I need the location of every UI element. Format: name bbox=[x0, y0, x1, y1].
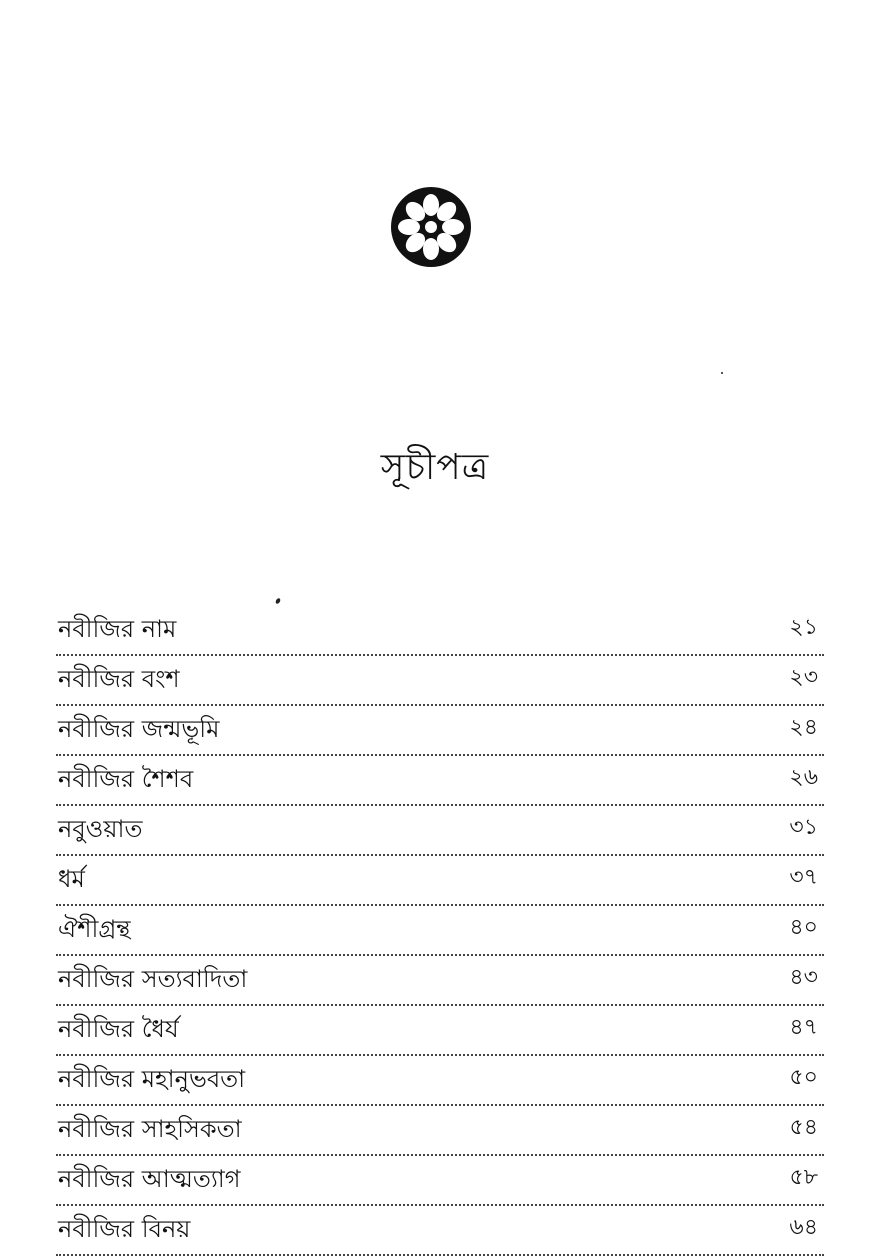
toc-entry-title: নবুওয়াত bbox=[58, 815, 143, 843]
toc-entry bbox=[56, 1006, 824, 1056]
toc-entry-title: নবীজির মহানুভবতা bbox=[58, 1065, 246, 1093]
toc-entry-title: নবীজির সাহসিকতা bbox=[58, 1115, 242, 1143]
toc-entry-page-number: ৫৮ bbox=[789, 1165, 818, 1190]
page-title: সূচীপত্র bbox=[380, 447, 490, 488]
toc-entry bbox=[56, 756, 824, 806]
toc-entry bbox=[56, 1156, 824, 1206]
toc-entry bbox=[56, 606, 824, 656]
toc-entry bbox=[56, 856, 824, 906]
toc-entry-title: ধর্ম bbox=[58, 865, 85, 893]
toc-entry-page-number: ৫০ bbox=[789, 1065, 818, 1090]
toc-entry-page-number: ৬৪ bbox=[789, 1215, 818, 1240]
toc-entry bbox=[56, 956, 824, 1006]
flower-rosette-icon bbox=[390, 186, 472, 268]
toc-entry-page-number: ৩১ bbox=[789, 815, 818, 840]
toc-entry-title: নবীজির জন্মভূমি bbox=[58, 715, 220, 743]
table-of-contents bbox=[56, 606, 824, 1256]
toc-entry-page-number: ২১ bbox=[789, 615, 818, 640]
toc-entry bbox=[56, 656, 824, 706]
toc-entry-title: নবীজির বংশ bbox=[58, 665, 180, 693]
toc-entry-title: নবীজির ধৈর্য bbox=[58, 1015, 179, 1043]
toc-entry bbox=[56, 1056, 824, 1106]
toc-entry-page-number: ৫৪ bbox=[789, 1115, 818, 1140]
toc-entry-page-number: ২৪ bbox=[789, 715, 818, 740]
toc-entry bbox=[56, 806, 824, 856]
toc-entry-page-number: ৪৭ bbox=[789, 1015, 818, 1040]
toc-entry bbox=[56, 1106, 824, 1156]
toc-entry-page-number: ২৩ bbox=[789, 665, 818, 690]
print-speck bbox=[275, 597, 281, 604]
toc-entry-page-number: ৩৭ bbox=[789, 865, 818, 890]
toc-entry bbox=[56, 1206, 824, 1256]
toc-entry-title: ঐশীগ্রন্থ bbox=[58, 915, 131, 943]
toc-entry bbox=[56, 906, 824, 956]
toc-entry bbox=[56, 706, 824, 756]
toc-entry-page-number: ৪০ bbox=[789, 915, 818, 940]
print-speck bbox=[721, 372, 723, 374]
toc-entry-page-number: ২৬ bbox=[789, 765, 818, 790]
toc-entry-title: নবীজির শৈশব bbox=[58, 765, 194, 793]
toc-entry-title: নবীজির আত্মত্যাগ bbox=[58, 1165, 241, 1193]
toc-entry-page-number: ৪৩ bbox=[789, 965, 818, 990]
toc-entry-title: নবীজির সত্যবাদিতা bbox=[58, 965, 248, 993]
toc-entry-title: নবীজির বিনয় bbox=[58, 1215, 191, 1243]
toc-entry-title: নবীজির নাম bbox=[58, 615, 177, 643]
